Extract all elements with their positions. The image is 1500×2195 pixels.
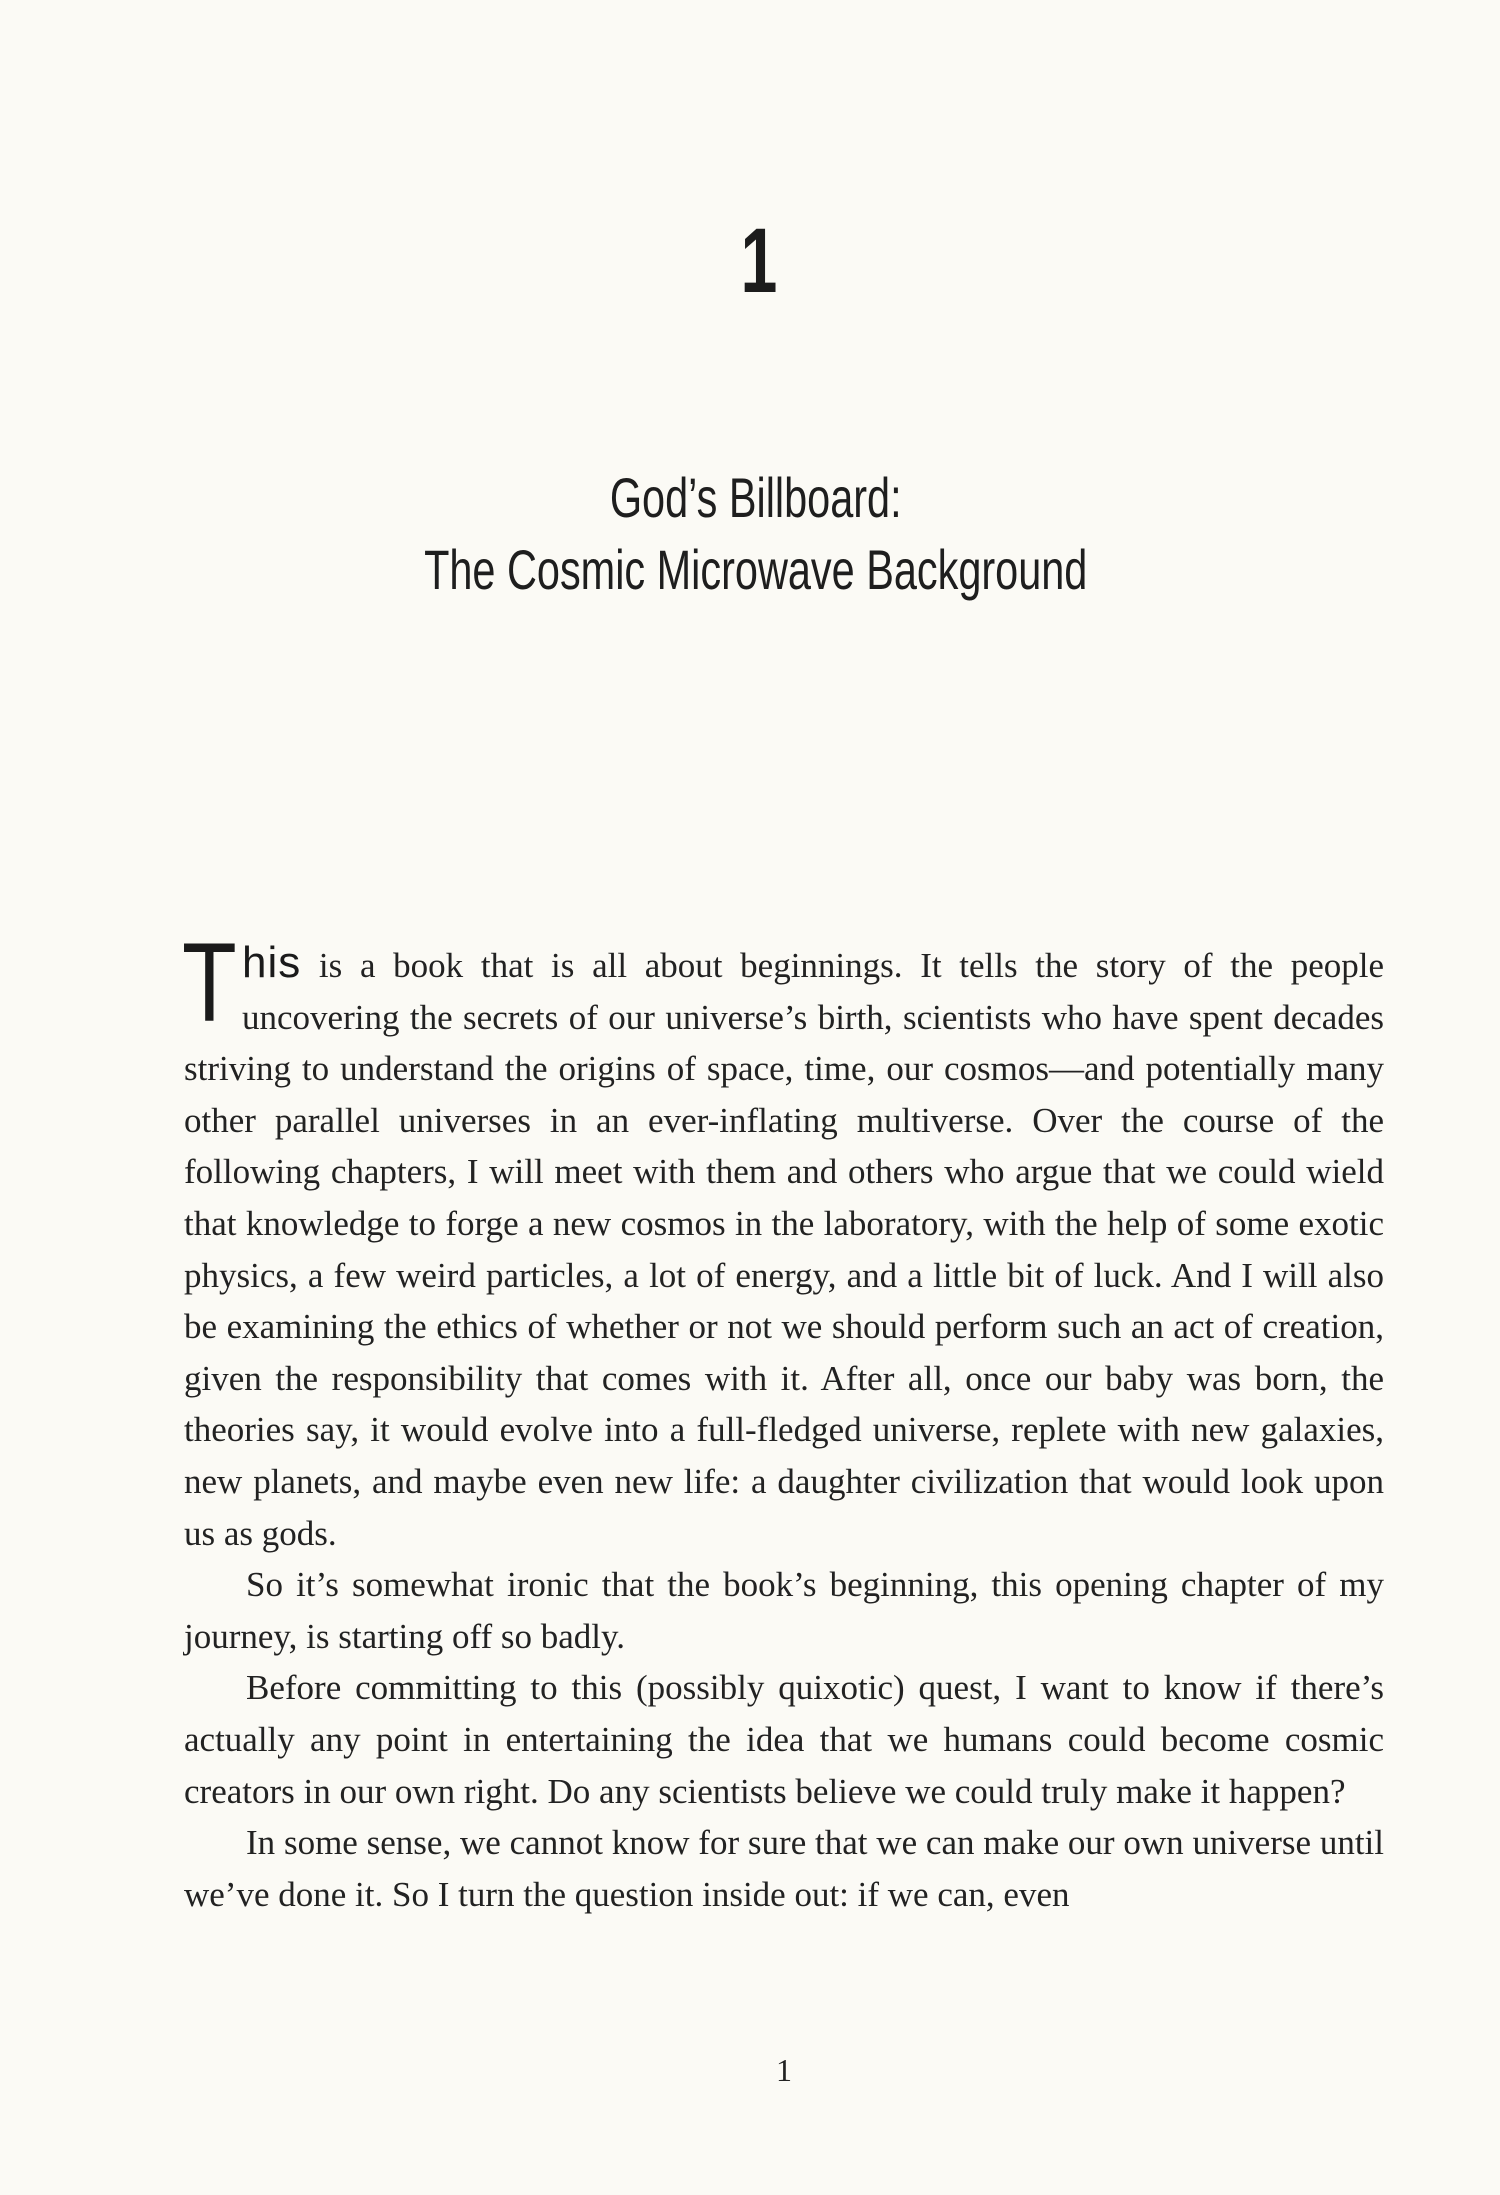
body-text [182,920,1384,1920]
chapter-title-line-2: The Cosmic Microwave Background [424,538,1088,601]
chapter-title-line-1: God’s Billboard: [609,466,902,529]
drop-cap: T [182,920,237,1045]
paragraph-2: So it’s somewhat ironic that the book’s beginning, this opening chapter of my journey, is starting off so badly. [184,1565,1384,1656]
lead-word: his [242,938,302,987]
page-number: 1 [776,2052,792,2088]
chapter-number: 1 [740,210,778,312]
paragraph-1 [182,920,1384,1559]
paragraph-4: In some sense, we cannot know for sure that we can make our own universe until we’ve done it. So I turn the question inside out: if we can, even [184,1823,1384,1914]
paragraph-3: Before committing to this (possibly quixotic) quest, I want to know if there’s actually any point in entertaining the idea that we humans could become cosmic creators in our own right. Do any scientists believe we could truly make it happen? [184,1668,1384,1811]
chapter-title [0,462,1500,606]
paragraph-1-text: is a book that is all about beginnings. It tells the story of the people uncovering the secrets of our universe’s birth, scientists who have spent decades striving to understand the origins of space, time, our cosmos—and potentially many other parallel universes in an ever-inflating multiverse. Over the course of the following chapters, I will meet with them and others who argue that we could wield that knowledge to forge a new cosmos in the laboratory, with the help of some exotic physics, a few weird particles, a lot of energy, and a little bit of luck. And I will also be examining the ethics of whether or not we should perform such an act of creation, given the responsibility that comes with it. After all, once our baby was born, the theories say, it would evolve into a full-fledged universe, replete with new galaxies, new planets, and maybe even new life: a daughter civilization that would look upon us as gods. [184,946,1384,1553]
